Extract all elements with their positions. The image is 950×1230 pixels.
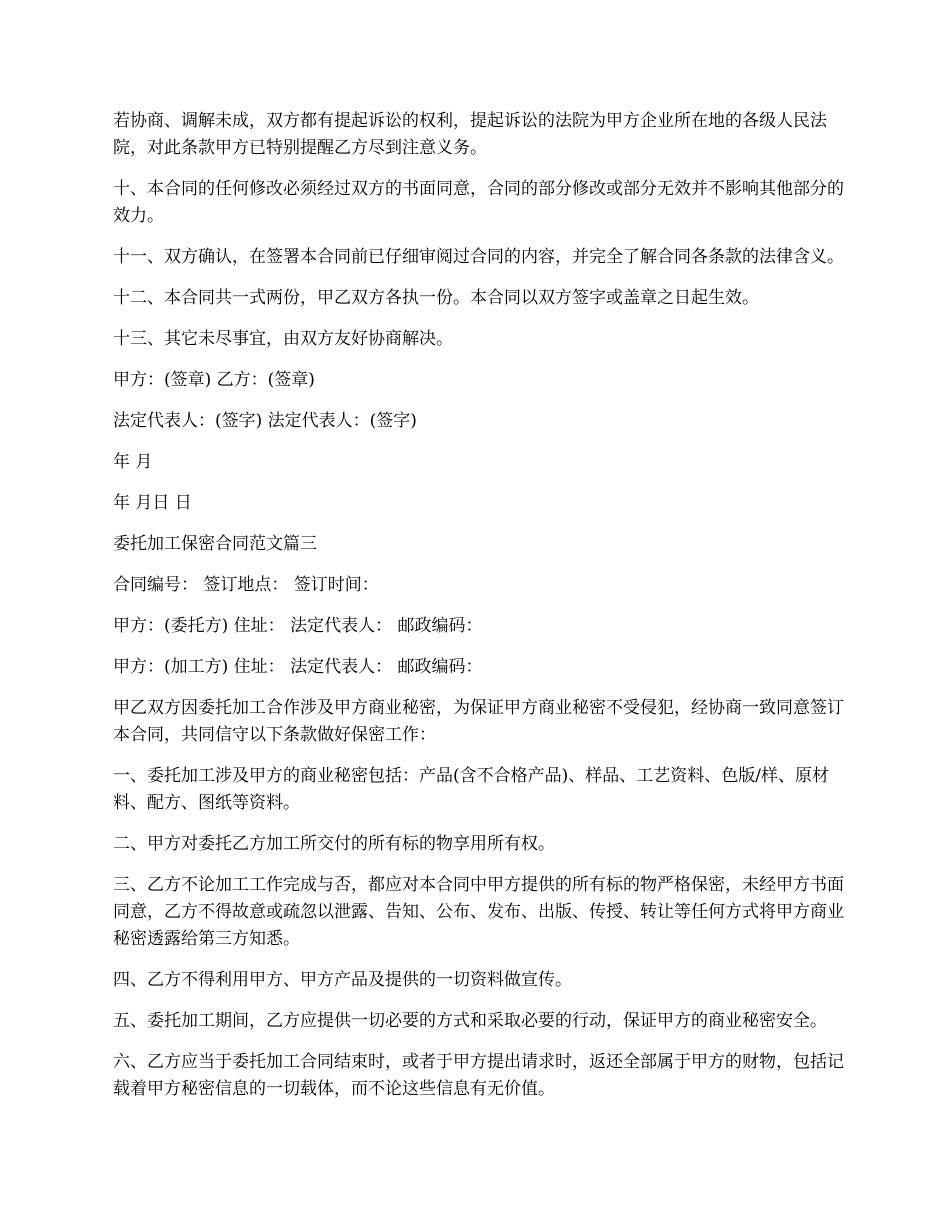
section-title: 委托加工保密合同范文篇三: [113, 534, 317, 554]
paragraph-item-4: 四、乙方不得利用甲方、甲方产品及提供的一切资料做宣传。: [113, 970, 572, 990]
date-line-2: 年 月日 日: [113, 493, 192, 513]
paragraph-clause-12: 十二、本合同共一式两份，甲乙双方各执一份。本合同以双方签字或盖章之日起生效。: [113, 288, 759, 308]
contract-info-line: 合同编号： 签订地点： 签订时间：: [113, 575, 379, 595]
paragraph-item-3: 三、乙方不论加工工作完成与否，都应对本合同中甲方提供的所有标的物严格保密，未经甲方书面同意，乙方不得故意或疏忽以泄露、告知、公布、发布、出版、传授、转让等任何方式将甲方商业秘密透露给第三方知悉。: [113, 875, 844, 949]
date-line-1: 年 月: [113, 452, 153, 472]
signature-line-representative: 法定代表人：(签字) 法定代表人：(签字): [113, 411, 417, 431]
party-b-info: 甲方：(加工方) 住址： 法定代表人： 邮政编码：: [113, 657, 483, 677]
paragraph-item-2: 二、甲方对委托乙方加工所交付的所有标的物享用所有权。: [113, 834, 555, 854]
paragraph-clause-10: 十、本合同的任何修改必须经过双方的书面同意，合同的部分修改或部分无效并不影响其他部分的效力。: [113, 179, 844, 226]
paragraph-item-6: 六、乙方应当于委托加工合同结束时，或者于甲方提出请求时，返还全部属于甲方的财物，包括记载着甲方秘密信息的一切载体，而不论这些信息有无价值。: [113, 1052, 844, 1099]
paragraph-item-5: 五、委托加工期间，乙方应提供一切必要的方式和采取必要的行动，保证甲方的商业秘密安全。: [113, 1011, 827, 1031]
paragraph-dispute-resolution: 若协商、调解未成，双方都有提起诉讼的权利，提起诉讼的法院为甲方企业所在地的各级人民法院，对此条款甲方已特别提醒乙方尽到注意义务。: [113, 111, 827, 158]
signature-line-seal: 甲方：(签章) 乙方：(签章): [113, 370, 315, 390]
paragraph-clause-13: 十三、其它未尽事宜，由双方友好协商解决。: [113, 329, 453, 349]
document-body: [113, 108, 853, 1117]
paragraph-clause-11: 十一、双方确认，在签署本合同前已仔细审阅过合同的内容，并完全了解合同各条款的法律含义。: [113, 247, 844, 267]
paragraph-preamble: 甲乙双方因委托加工合作涉及甲方商业秘密，为保证甲方商业秘密不受侵犯，经协商一致同意签订本合同，共同信守以下条款做好保密工作：: [113, 698, 844, 745]
party-a-info: 甲方：(委托方) 住址： 法定代表人： 邮政编码：: [113, 616, 483, 636]
paragraph-item-1: 一、委托加工涉及甲方的商业秘密包括：产品(含不合格产品)、样品、工艺资料、色版/样、原材料、配方、图纸等资料。: [113, 766, 829, 813]
